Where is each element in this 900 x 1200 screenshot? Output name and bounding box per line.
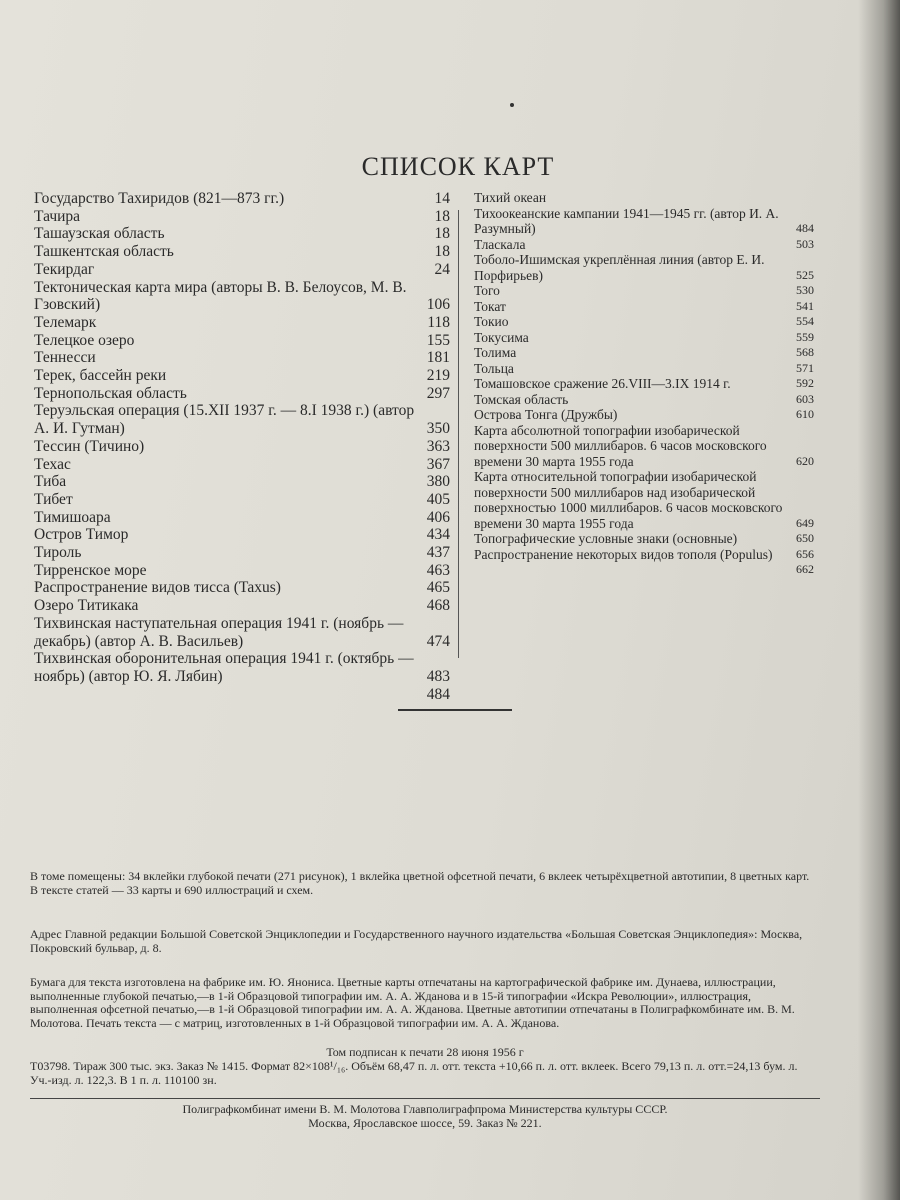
section-rule	[398, 709, 512, 711]
map-entry	[34, 261, 450, 279]
map-entry-title: Тихвинская оборонительная операция 1941 г. (октябрь — ноябрь) (автор Ю. Я. Лябин)	[34, 650, 414, 685]
map-entry	[474, 206, 814, 237]
map-entry-page: 656	[796, 546, 814, 561]
map-entry-title: Токио	[474, 314, 509, 329]
map-entry-page: 554	[796, 314, 814, 328]
map-entry-page: 181	[426, 349, 450, 367]
map-entry	[34, 190, 450, 208]
map-entry	[474, 392, 814, 408]
map-entry-title: Терек, бассейн реки	[34, 367, 167, 385]
map-entry-title: Толима	[474, 345, 517, 360]
map-entry	[34, 597, 450, 615]
map-entry-title: Тихоокеанские кампании 1941—1945 гг. (автор И. А. Разумный)	[474, 205, 779, 236]
imprint-address: Адрес Главной редакции Большой Советской Энциклопедии и Государственного научного издательства «Большая Советская Энциклопедия»: Москва, Покровский бульвар, д. 8.	[30, 927, 803, 955]
map-entry-title: Озеро Титикака	[34, 597, 139, 615]
map-entry-page: 367	[426, 455, 450, 473]
imprint-printer-address: Москва, Ярославское шоссе, 59. Заказ № 221.	[308, 1115, 542, 1130]
map-entry	[34, 473, 450, 491]
map-entry	[34, 243, 450, 261]
map-entry-title: Ташкентская область	[34, 243, 174, 261]
map-entry	[34, 332, 450, 350]
map-entry	[34, 367, 450, 385]
map-entry-page: 18	[434, 243, 450, 261]
map-entry-page: 219	[426, 367, 450, 385]
map-entry-page: 465	[426, 579, 450, 597]
map-entry-page: 18	[434, 207, 450, 225]
map-entry-title: Тачира	[34, 207, 81, 225]
map-entry	[34, 526, 450, 544]
map-entry-page: 620	[796, 453, 814, 468]
map-entry	[34, 314, 450, 332]
map-entry	[34, 491, 450, 509]
map-entry	[34, 686, 450, 704]
page-title: СПИСОК КАРТ	[361, 152, 555, 181]
map-entry-title: Тернопольская область	[34, 384, 187, 402]
map-entry-page: 484	[426, 685, 450, 703]
map-entry	[474, 283, 814, 299]
map-entry-title: Тибет	[34, 490, 73, 508]
map-entry	[34, 279, 450, 314]
map-entry	[474, 345, 814, 361]
map-entry-title: Топографические условные знаки (основные)	[474, 531, 738, 546]
map-entry	[34, 615, 450, 650]
map-entry-title: Государство Тахиридов (821—873 гг.)	[34, 190, 285, 207]
map-entry-title: Тихвинская наступательная операция 1941 г. (ноябрь — декабрь) (автор А. В. Васильев)	[34, 614, 404, 650]
map-entry	[474, 531, 814, 547]
map-entry-page: 484	[796, 221, 814, 235]
column-divider	[458, 210, 459, 658]
map-entry-title: Тоболо-Ишимская укреплённая линия (автор Е. И. Порфирьев)	[474, 252, 765, 283]
map-entry-page: 559	[796, 329, 814, 344]
imprint-printing: Бумага для текста изготовлена на фабрике им. Ю. Янониса. Цветные карты отпечатаны на картографической фабрике им. Дунаева, иллюстрации, выполненные глубокой печатью,—в 1-й Образцовой типографии им. А. А. Жданова и в 15-й типографии «Искра Революции», иллюстрация, выполненная офсетной печатью,—в 1-й Образцовой типографии им. А. А. Жданова. Цветные автотипии отпечатаны в Полиграфкомбинате им. В. М. Молотова. Печать текста — с матриц, изготовленных в 1-й Образцовой типографии им. А. А. Жданова.	[30, 975, 795, 1030]
map-entry	[34, 438, 450, 456]
map-entry	[474, 190, 814, 206]
map-entry-page: 650	[796, 531, 814, 545]
map-entry	[34, 208, 450, 226]
map-entry	[474, 252, 814, 283]
map-entry	[34, 456, 450, 474]
map-entry	[474, 330, 814, 346]
map-entry	[474, 361, 814, 377]
map-entry-page: 18	[434, 225, 450, 243]
map-list-right	[474, 190, 814, 578]
map-entry	[474, 299, 814, 315]
map-entry-page: 603	[796, 391, 814, 406]
map-entry-title: Тольца	[474, 360, 514, 376]
map-entry-title: Текирдаг	[34, 260, 95, 278]
map-entry	[34, 349, 450, 367]
map-entry-page: 437	[426, 544, 450, 562]
map-entry-page: 530	[796, 283, 814, 297]
map-entry	[34, 225, 450, 243]
map-entry-page: 463	[426, 561, 450, 579]
imprint-circulation: Т03798. Тираж 300 тыс. экз. Заказ № 1415. Формат 82×108¹/₁₆. Объём 68,47 п. л. отт. текста +10,66 п. л. отт. вклеек. Всего 79,13 п. л. отт.=24,13 бум. л. Уч.-изд. л. 122,3. В 1 п. л. 110100 зн.	[30, 1059, 798, 1087]
imprint-printer-name: Полиграфкомбинат имени В. М. Молотова Главполиграфпрома Министерства культуры СССР.	[182, 1102, 668, 1116]
map-entry-page: 503	[796, 236, 814, 251]
map-entry-page: 14	[434, 190, 450, 207]
map-entry-page: 297	[426, 384, 450, 402]
imprint-printer	[30, 1103, 820, 1130]
map-entry-page: 24	[434, 260, 450, 278]
map-entry-page: 106	[426, 296, 450, 314]
map-entry-page: 474	[426, 632, 450, 650]
imprint-signed: Том подписан к печати 28 июня 1956 г	[326, 1045, 524, 1059]
map-entry-title: Тессин (Тичино)	[34, 437, 145, 455]
map-entry-title: Тихий океан	[474, 190, 547, 205]
map-entry-title: Распространение некоторых видов тополя (Populus)	[474, 546, 773, 562]
map-entry-title: Распространение видов тисса (Taxus)	[34, 579, 281, 597]
map-list-left	[34, 190, 450, 703]
map-entry-page: 350	[426, 420, 450, 438]
map-entry-page: 525	[796, 267, 814, 282]
map-entry-page: 610	[796, 407, 814, 421]
map-entry-page: 662	[796, 562, 814, 576]
map-entry-title: Токусима	[474, 329, 529, 345]
map-entry-title: Техас	[34, 455, 71, 473]
map-entry-title: Тироль	[34, 544, 82, 562]
map-entry-title: Томская область	[474, 391, 569, 407]
map-entry-title: Токат	[474, 298, 506, 314]
map-entry-title: Телецкое озеро	[34, 331, 135, 349]
map-entry-title: Тирренское море	[34, 561, 147, 579]
map-entry-page: 541	[796, 298, 814, 313]
map-entry	[474, 237, 814, 253]
map-entry-title: Карта относительной топографии изобарической поверхности 500 миллибаров над изобарической поверхностью 1000 миллибаров. 6 часов московского времени 30 марта 1955 года	[474, 469, 783, 531]
map-entry	[474, 562, 814, 578]
map-entry	[34, 650, 450, 685]
map-entry-title: Того	[474, 283, 500, 298]
map-entry-page: 405	[426, 490, 450, 508]
map-entry-title: Тимишоара	[34, 508, 111, 526]
map-entry-page: 363	[426, 437, 450, 455]
map-entry-page: 118	[427, 313, 450, 331]
imprint-rule	[30, 1098, 820, 1099]
ink-dot	[510, 103, 514, 107]
map-entry	[474, 407, 814, 423]
map-entry	[474, 469, 814, 531]
map-entry-page: 592	[796, 376, 814, 390]
map-entry	[474, 423, 814, 470]
map-entry-title: Ташаузская область	[34, 225, 165, 243]
map-entry-title: Карта абсолютной топографии изобарической поверхности 500 миллибаров. 6 часов московского времени 30 марта 1955 года	[474, 422, 767, 469]
map-entry	[474, 314, 814, 330]
map-entry	[34, 402, 450, 437]
map-entry-page: 406	[426, 508, 450, 526]
map-entry	[34, 579, 450, 597]
map-entry-title: Тиба	[34, 473, 67, 491]
map-entry-page: 434	[426, 526, 450, 544]
map-entry-page: 649	[796, 515, 814, 530]
map-entry-page: 380	[426, 473, 450, 491]
map-entry-title: Теннесси	[34, 349, 96, 367]
map-entry-title: Тласкала	[474, 236, 526, 252]
map-entry-page: 571	[796, 360, 814, 375]
map-entry-page: 568	[796, 345, 814, 359]
map-entry	[474, 376, 814, 392]
map-entry-title: Телемарк	[34, 313, 97, 331]
map-entry	[474, 547, 814, 563]
map-entry-title: Томашовское сражение 26.VIII—3.IX 1914 г.	[474, 376, 731, 391]
map-entry-title: Теруэльская операция (15.XII 1937 г. — 8.I 1938 г.) (автор А. И. Гутман)	[34, 402, 415, 438]
map-entry	[34, 385, 450, 403]
imprint-illustrations: В томе помещены: 34 вклейки глубокой печати (271 рисунок), 1 вклейка цветной офсетной печати, 6 вклеек четырёхцветной автотипии, 8 цветных карт. В тексте статей — 33 карты и 690 иллюстраций и схем.	[30, 869, 810, 897]
map-entry-page: 483	[426, 667, 450, 685]
map-entry	[34, 509, 450, 527]
map-entry-page: 155	[426, 331, 450, 349]
map-entry	[34, 562, 450, 580]
map-entry	[34, 544, 450, 562]
map-entry-title: Остров Тимор	[34, 526, 129, 544]
map-entry-title: Тектоническая карта мира (авторы В. В. Белоусов, М. В. Гзовский)	[34, 278, 407, 314]
map-entry-title: Острова Тонга (Дружбы)	[474, 407, 618, 422]
map-entry-page: 468	[426, 597, 450, 615]
